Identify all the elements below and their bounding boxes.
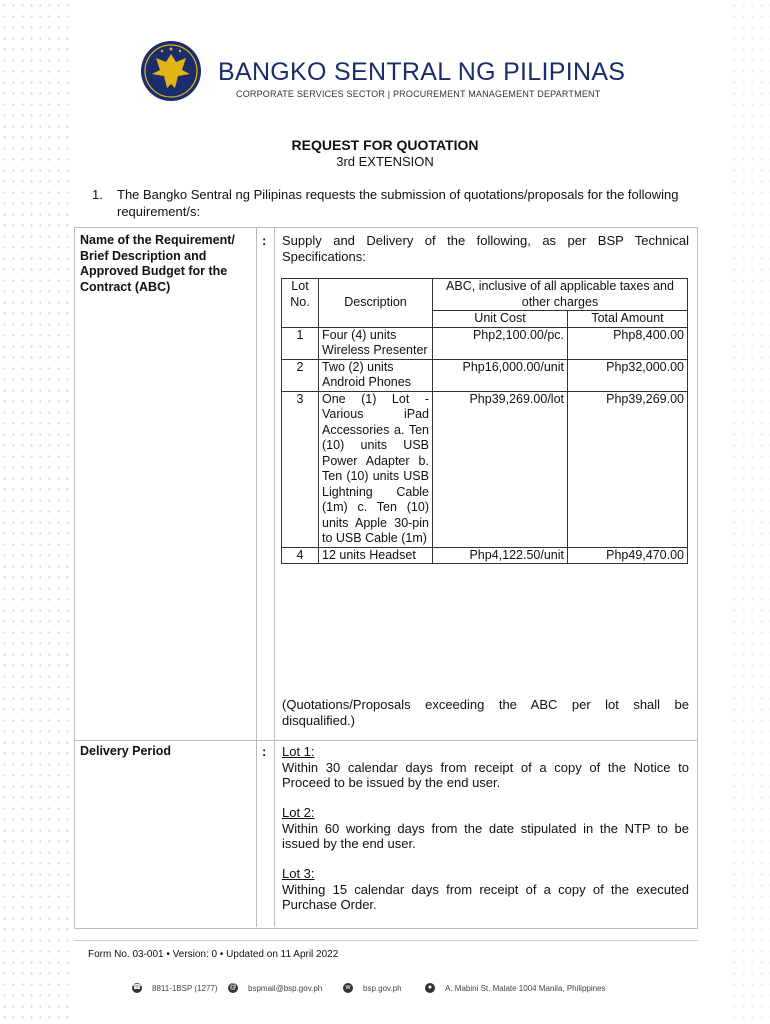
contact-address (425, 983, 606, 993)
delivery-label: Delivery Period (80, 744, 172, 758)
contact-web (343, 983, 402, 993)
bsp-seal-logo (140, 40, 202, 102)
column-divider (274, 227, 275, 927)
form-info: Form No. 03-001 • Version: 0 • Updated on 11 April 2022 (88, 949, 339, 960)
total-amount: Php32,000.00 (568, 359, 688, 391)
total-amount-header: Total Amount (568, 311, 688, 328)
lot-no-header: Lot No. (282, 279, 319, 328)
department-name: CORPORATE SERVICES SECTOR | PROCUREMENT MANAGEMENT DEPARTMENT (236, 89, 601, 99)
contact-text: A. Mabini St. Malate 1004 Manila, Philippines (445, 983, 606, 993)
lot-heading: Lot 1: (282, 744, 315, 759)
total-amount: Php49,470.00 (568, 547, 688, 564)
abc-note: (Quotations/Proposals exceeding the ABC per lot shall be disqualified.) (282, 697, 689, 728)
intro-text: The Bangko Sentral ng Pilipinas requests the submission of quotations/proposals for the following requirement/s: (117, 187, 679, 219)
lot-delivery-text: Within 30 calendar days from receipt of a copy of the Notice to Proceed to be issued by the end user. (282, 759, 689, 790)
requirement-intro: Supply and Delivery of the following, as per BSP Technical Specifications: (282, 233, 689, 264)
lot-delivery-text: Withing 15 calendar days from receipt of a copy of the executed Purchase Order. (282, 881, 689, 912)
abc-header: ABC, inclusive of all applicable taxes and other charges (433, 279, 688, 311)
delivery-lot-3 (282, 866, 689, 913)
lot-description: One (1) Lot - Various iPad Accessories a. Ten (10) units USB Power Adapter b. Ten (10) units USB Lightning Cable (1m) c. Ten (10) units Apple 30-pin to USB Cable (1m) (319, 391, 433, 547)
unit-cost: Php2,100.00/pc. (433, 327, 568, 359)
unit-cost: Php4,122.50/unit (433, 547, 568, 564)
document-subtitle: 3rd EXTENSION (336, 154, 434, 169)
table-row (282, 327, 688, 359)
table-row (282, 547, 688, 564)
location-icon: ● (425, 983, 435, 993)
lot-number: 2 (282, 359, 319, 391)
unit-cost: Php16,000.00/unit (433, 359, 568, 391)
bank-name: BANGKO SENTRAL NG PILIPINAS (218, 58, 626, 86)
web-icon: w (343, 983, 353, 993)
email-icon: @ (229, 984, 237, 991)
table-row (282, 391, 688, 547)
description-header: Description (319, 279, 433, 328)
total-amount: Php39,269.00 (568, 391, 688, 547)
unit-cost-header: Unit Cost (433, 311, 568, 328)
delivery-lot-2 (282, 805, 689, 852)
phone-icon: ☎ (132, 984, 142, 991)
total-amount: Php8,400.00 (568, 327, 688, 359)
contact-email (228, 983, 322, 993)
contact-text: bspmail@bsp.gov.ph (248, 983, 323, 993)
contact-phone (132, 983, 218, 993)
footer-divider (74, 940, 698, 941)
contact-text: bsp.gov.ph (363, 983, 402, 993)
colon: : (262, 233, 267, 248)
column-divider (256, 227, 257, 927)
table-row (282, 359, 688, 391)
row-divider (74, 740, 698, 741)
contact-text: 8811-1BSP (1277) (152, 983, 218, 993)
requirement-label: Name of the Requirement/ Brief Description and Approved Budget for the Contract (ABC) (80, 233, 235, 294)
lot-number: 1 (282, 327, 319, 359)
colon: : (262, 744, 267, 759)
letterhead (140, 38, 700, 108)
lot-description: Two (2) units Android Phones (319, 359, 433, 391)
lot-number: 3 (282, 391, 319, 547)
delivery-lot-1 (282, 744, 689, 791)
unit-cost: Php39,269.00/lot (433, 391, 568, 547)
lot-table (281, 278, 688, 564)
document-title: REQUEST FOR QUOTATION (291, 137, 479, 153)
lot-description: Four (4) units Wireless Presenter (319, 327, 433, 359)
lot-number: 4 (282, 547, 319, 564)
lot-description: 12 units Headset (319, 547, 433, 564)
lot-delivery-text: Within 60 working days from the date stipulated in the NTP to be issued by the end user. (282, 820, 689, 851)
intro-number: 1. (92, 187, 103, 202)
lot-heading: Lot 3: (282, 866, 315, 881)
lot-heading: Lot 2: (282, 805, 315, 820)
